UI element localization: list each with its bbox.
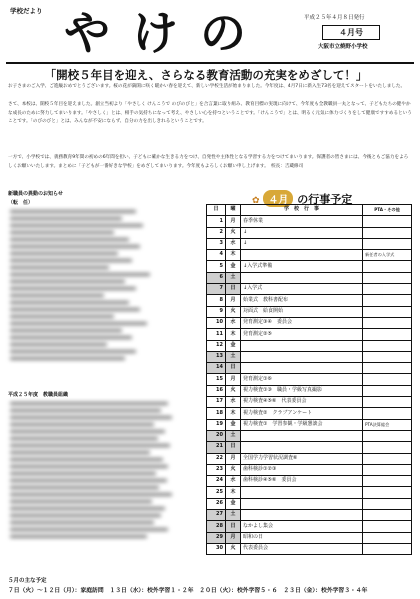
- schedule-weekday: 金: [226, 261, 241, 272]
- schedule-date: 12: [207, 340, 226, 351]
- schedule-event: 対面式 給食開始: [241, 306, 363, 317]
- schedule-pta: [363, 521, 412, 532]
- school-name: 大阪市立焼野小学校: [318, 44, 368, 50]
- schedule-date: 7: [207, 284, 226, 295]
- next-month-schedule: ７日（火）〜１２日（月）：家庭訪問 １３日（水）：校外学習１・２年 ２０日（火）：校外学習５・６ ２３日（金）：校外学習３・４年: [8, 588, 368, 594]
- schedule-row: [207, 408, 412, 419]
- schedule-pta: [363, 397, 412, 408]
- schedule-pta: [363, 227, 412, 238]
- schedule-weekday: 水: [226, 476, 241, 487]
- schedule-row: [207, 363, 412, 374]
- schedule-weekday: 金: [226, 419, 241, 430]
- schedule-month: ４月: [263, 190, 293, 207]
- schedule-event: 歯科検診④⑤⑥ 委員会: [241, 476, 363, 487]
- schedule-pta: [363, 430, 412, 441]
- schedule-weekday: 土: [226, 351, 241, 362]
- schedule-row: [207, 374, 412, 385]
- schedule-weekday: 火: [226, 306, 241, 317]
- col-event-header: 学 校 行 事: [241, 205, 363, 216]
- schedule-event: [241, 340, 363, 351]
- body-paragraph: さて、本校は、開校５年目を迎えました。創立当初より「やさしく けんこうで のびのびと」を合言葉に取り組み、教育目標の実現に向けて、今年度も全教職員一丸となって、子どもたちの健やかな成長のために努力してまいります。「やさしく」とは、相手の気持ちになって考え、やさしい心を持つということです。「けんこうで」とは、明るく元気に体力づくりをして健康ですすめるということです。「のびのびと」とは、みんなが不安にならず、自分の力を出しきれるということです。: [8, 102, 412, 125]
- schedule-pta: [363, 261, 412, 272]
- schedule-pta: [363, 408, 412, 419]
- schedule-event: [241, 363, 363, 374]
- intro-paragraph: お子さまのご入学、ご進級おめでとうございます。桜の花が満開に咲く暖かい春を迎えて、新しい学校生活が始まりました。今年度は、4月7日に新入生73名を迎えてスタートをいたしました。: [8, 84, 406, 89]
- schedule-date: 16: [207, 385, 226, 396]
- schedule-date: 19: [207, 419, 226, 430]
- schedule-row: [207, 329, 412, 340]
- schedule-event: ↓: [241, 238, 363, 249]
- schedule-pta: [363, 453, 412, 464]
- schedule-weekday: 木: [226, 408, 241, 419]
- schedule-weekday: 月: [226, 532, 241, 543]
- schedule-table: [206, 204, 412, 555]
- schedule-pta: [363, 498, 412, 509]
- schedule-date: 25: [207, 487, 226, 498]
- schedule-event: 発育測定③④ 委員会: [241, 317, 363, 328]
- personnel-subheading: （転 任）: [8, 200, 34, 206]
- schedule-weekday: 水: [226, 397, 241, 408]
- schedule-weekday: 日: [226, 442, 241, 453]
- schedule-event: 視力検査④⑤⑥ 代表委員会: [241, 397, 363, 408]
- schedule-event: なかよし集会: [241, 521, 363, 532]
- schedule-date: 14: [207, 363, 226, 374]
- schedule-weekday: 月: [226, 453, 241, 464]
- schedule-pta: [363, 238, 412, 249]
- schedule-pta: [363, 374, 412, 385]
- schedule-date: 3: [207, 238, 226, 249]
- schedule-pta: [363, 340, 412, 351]
- schedule-header-row: [207, 205, 412, 216]
- schedule-date: 2: [207, 227, 226, 238]
- schedule-row: [207, 476, 412, 487]
- schedule-row: [207, 295, 412, 306]
- schedule-weekday: 月: [226, 216, 241, 227]
- body-paragraph-2: 一方で、小学校では、義務教育9年間の初めの6年間を担い、子どもに確かな生きる力をつけ、自発性や主体性となる学習する力をつけてまいります。保護者の皆さまには、今後ともご協力をよろしくお願いいたします。まとめに「子どもが一番好きな学校」をめざしてまいります。今年度もよろしくお願い申し上げます。 校長：吉蔵修司: [8, 155, 409, 169]
- schedule-date: 10: [207, 317, 226, 328]
- flower-icon: ✿: [252, 196, 260, 206]
- schedule-weekday: 金: [226, 498, 241, 509]
- schedule-date: 8: [207, 295, 226, 306]
- staff-list-blurred: [10, 402, 190, 542]
- schedule-event: 春季休業: [241, 216, 363, 227]
- schedule-event: 視力検査①③ 職員・学級写真撮影: [241, 385, 363, 396]
- col-weekday-header: 曜: [226, 205, 241, 216]
- schedule-event: 全国学力学習状況調査⑥: [241, 453, 363, 464]
- schedule-pta: [363, 385, 412, 396]
- series-label: 学校だより: [10, 7, 43, 15]
- newsletter-title: やけの: [64, 6, 268, 60]
- schedule-row: [207, 340, 412, 351]
- schedule-row: [207, 385, 412, 396]
- schedule-pta: [363, 363, 412, 374]
- headline: 「開校５年目を迎え、さらなる教育活動の充実をめざして！」: [44, 68, 368, 82]
- schedule-row: [207, 216, 412, 227]
- schedule-date: 30: [207, 543, 226, 554]
- issue-number: ４月号: [322, 25, 380, 40]
- schedule-weekday: 火: [226, 227, 241, 238]
- next-month-heading: ５月の主な予定: [8, 578, 47, 584]
- schedule-date: 22: [207, 453, 226, 464]
- schedule-weekday: 金: [226, 340, 241, 351]
- schedule-date: 15: [207, 374, 226, 385]
- schedule-event: 視力検査② クラブアンケート: [241, 408, 363, 419]
- schedule-weekday: 土: [226, 510, 241, 521]
- schedule-weekday: 日: [226, 284, 241, 295]
- schedule-event: [241, 250, 363, 261]
- schedule-row: [207, 532, 412, 543]
- schedule-pta: PTA決算総会: [363, 419, 412, 430]
- schedule-row: [207, 397, 412, 408]
- schedule-event: ↓: [241, 227, 363, 238]
- schedule-pta: [363, 476, 412, 487]
- schedule-row: [207, 238, 412, 249]
- schedule-event: 歯科検診①②③: [241, 464, 363, 475]
- schedule-row: [207, 487, 412, 498]
- schedule-date: 20: [207, 430, 226, 441]
- schedule-event: 発育測定②⑤: [241, 329, 363, 340]
- schedule-row: [207, 419, 412, 430]
- schedule-pta: [363, 272, 412, 283]
- schedule-date: 11: [207, 329, 226, 340]
- schedule-event: 始業式 教科書配布: [241, 295, 363, 306]
- schedule-event: [241, 510, 363, 521]
- schedule-date: 27: [207, 510, 226, 521]
- schedule-row: [207, 543, 412, 554]
- schedule-row: [207, 284, 412, 295]
- schedule-pta: [363, 317, 412, 328]
- schedule-event: [241, 272, 363, 283]
- schedule-weekday: 日: [226, 521, 241, 532]
- issue-date: 平成２５年４月８日発行: [304, 15, 365, 21]
- schedule-row: [207, 453, 412, 464]
- schedule-pta: [363, 351, 412, 362]
- schedule-weekday: 火: [226, 385, 241, 396]
- staff-heading: 平成２５年度 教職員組織: [8, 392, 69, 398]
- schedule-row: [207, 306, 412, 317]
- schedule-row: [207, 498, 412, 509]
- schedule-event: ↓入学式準備: [241, 261, 363, 272]
- schedule-date: 6: [207, 272, 226, 283]
- schedule-date: 17: [207, 397, 226, 408]
- col-day-header: 日: [207, 205, 226, 216]
- schedule-row: [207, 261, 412, 272]
- schedule-date: 9: [207, 306, 226, 317]
- schedule-event: [241, 442, 363, 453]
- schedule-date: 24: [207, 476, 226, 487]
- schedule-row: [207, 442, 412, 453]
- schedule-weekday: 土: [226, 430, 241, 441]
- schedule-pta: [363, 510, 412, 521]
- schedule-date: 26: [207, 498, 226, 509]
- schedule-pta: [363, 306, 412, 317]
- schedule-date: 13: [207, 351, 226, 362]
- schedule-weekday: 月: [226, 374, 241, 385]
- schedule-weekday: 火: [226, 464, 241, 475]
- schedule-weekday: 木: [226, 487, 241, 498]
- schedule-row: [207, 227, 412, 238]
- col-pta-header: PTA・その他: [363, 205, 412, 216]
- schedule-pta: [363, 543, 412, 554]
- schedule-pta: 新任者の入学式: [363, 250, 412, 261]
- schedule-row: [207, 464, 412, 475]
- schedule-pta: [363, 532, 412, 543]
- schedule-row: [207, 510, 412, 521]
- masthead-divider: [6, 62, 414, 64]
- schedule-date: 1: [207, 216, 226, 227]
- schedule-weekday: 水: [226, 238, 241, 249]
- schedule-event: [241, 498, 363, 509]
- schedule-pta: [363, 329, 412, 340]
- personnel-list-blurred: [10, 210, 190, 364]
- schedule-row: [207, 250, 412, 261]
- schedule-pta: [363, 464, 412, 475]
- schedule-event: 発育測定①⑥: [241, 374, 363, 385]
- schedule-banner-text: の行事予定: [297, 193, 353, 206]
- schedule-date: 5: [207, 261, 226, 272]
- schedule-weekday: 火: [226, 543, 241, 554]
- schedule-date: 29: [207, 532, 226, 543]
- schedule-weekday: 木: [226, 329, 241, 340]
- schedule-weekday: 木: [226, 250, 241, 261]
- schedule-row: [207, 272, 412, 283]
- schedule-event: 昭和の日: [241, 532, 363, 543]
- schedule-pta: [363, 487, 412, 498]
- schedule-date: 18: [207, 408, 226, 419]
- schedule-event: 代表委員会: [241, 543, 363, 554]
- schedule-date: 23: [207, 464, 226, 475]
- personnel-heading: 新職員の異動のお知らせ: [8, 191, 63, 197]
- schedule-pta: [363, 284, 412, 295]
- schedule-pta: [363, 216, 412, 227]
- schedule-weekday: 日: [226, 363, 241, 374]
- schedule-row: [207, 351, 412, 362]
- schedule-event: 視力検査① 学習参観・学級懇談会: [241, 419, 363, 430]
- schedule-event: [241, 430, 363, 441]
- schedule-weekday: 土: [226, 272, 241, 283]
- schedule-date: 28: [207, 521, 226, 532]
- schedule-event: [241, 351, 363, 362]
- schedule-row: [207, 521, 412, 532]
- schedule-row: [207, 317, 412, 328]
- schedule-event: [241, 487, 363, 498]
- schedule-weekday: 月: [226, 295, 241, 306]
- schedule-pta: [363, 295, 412, 306]
- schedule-weekday: 水: [226, 317, 241, 328]
- schedule-date: 4: [207, 250, 226, 261]
- schedule-pta: [363, 442, 412, 453]
- schedule-date: 21: [207, 442, 226, 453]
- schedule-row: [207, 430, 412, 441]
- schedule-event: ↓入学式: [241, 284, 363, 295]
